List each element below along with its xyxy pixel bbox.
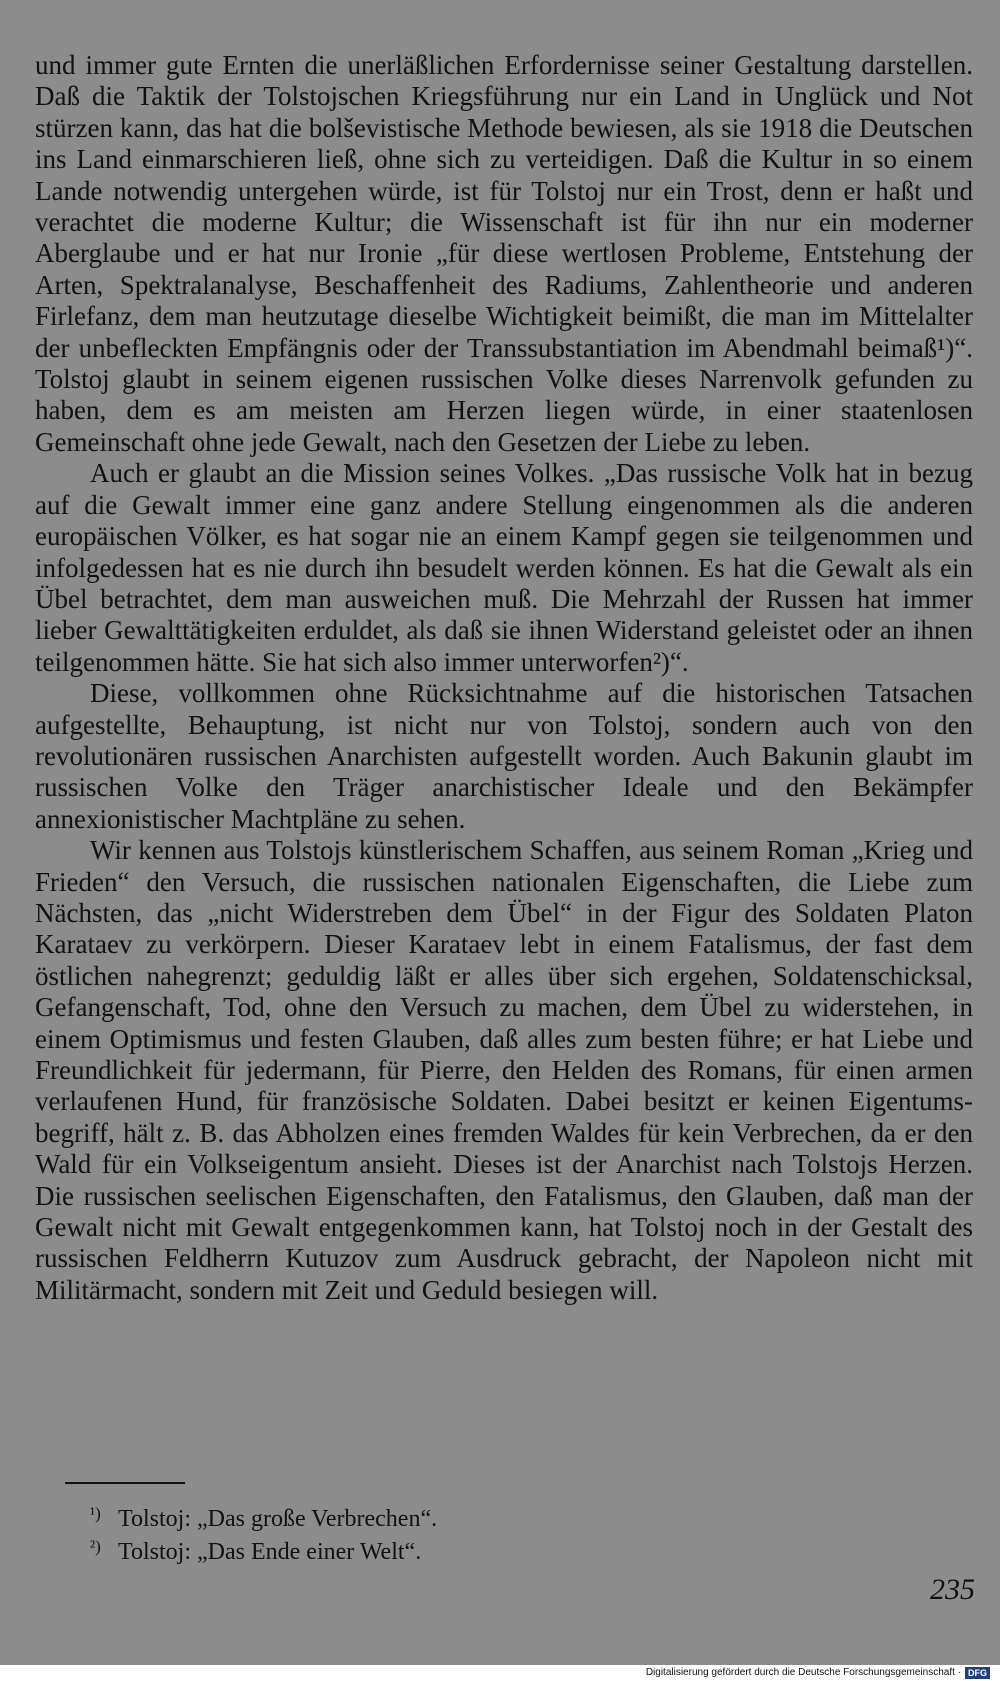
footnote-1 — [90, 1500, 790, 1533]
body-text — [35, 50, 973, 1306]
paragraph: und immer gute Ernten die unerläßlichen Erfordernisse seiner Gestaltung darstellen. Daß die Taktik der Tolstojschen Kriegsführung nur ein Land in Unglück und Not stürzen kann, das hat die bolševistische Methode bewiesen, als sie 1918 die Deutschen ins Land einmarschieren ließ, ohne sich zu verteidigen. Daß die Kultur in so einem Lande notwendig untergehen würde, ist für Tolstoj nur ein Trost, denn er haßt und verachtet die moderne Kultur; die Wissenschaft ist für ihn nur ein moderner Aberglaube und er hat nur Ironie „für diese wertlosen Probleme, Entstehung der Arten, Spektralanalyse, Beschaffenheit des Radiums, Zahlentheorie und anderen Firlefanz, dem man heutzutage dieselbe Wichtigkeit beimißt, die man im Mittelalter der unbefleckten Empfängnis oder der Transsubstantiation im Abendmahl beimaß¹)“. Tolstoj glaubt in seinem eigenen russischen Volke dieses Narrenvolk gefunden zu haben, dem es am meisten am Herzen liegen würde, in einer staatenlosen Gemeinschaft ohne jede Gewalt, nach den Gesetzen der Liebe zu leben. — [35, 50, 973, 457]
paragraph: Wir kennen aus Tolstojs künstlerischem Schaffen, aus seinem Roman „Krieg und Frieden“ den Versuch, die russischen nationalen Eigenschaften, die Liebe zum Nächsten, das „nicht Widerstreben dem Übel“ in der Figur des Soldaten Platon Karataev zu verkörpern. Dieser Karataev lebt in einem Fatalismus, der fast dem östlichen nahegrenzt; geduldig läßt er alles über sich ergehen, Soldatenschicksal, Gefangenschaft, Tod, ohne den Versuch zu machen, dem Übel zu widerstehen, in einem Optimismus und festen Glauben, daß alles zum besten führe; er hat Liebe und Freundlichkeit für jedermann, für Pierre, den Helden des Romans, für einen armen verlaufenen Hund, für französische Soldaten. Dabei besitzt er keinen Eigentumsbegriff, hält z. B. das Abholzen eines fremden Waldes für kein Verbrechen, da er den Wald für ein Volkseigentum ansieht. Dieses ist der Anarchist nach Tolstojs Herzen. Die russischen seelischen Eigenschaften, den Fatalismus, den Glauben, daß man der Gewalt nicht mit Gewalt entgegenkommen kann, hat Tolstoj noch in der Gestalt des russischen Feldherrn Kutuzov zum Ausdruck gebracht, der Napoleon nicht mit Militärmacht, sondern mit Zeit und Geduld besiegen will. — [35, 835, 973, 1305]
footnote-divider — [65, 1482, 185, 1484]
paragraph: Auch er glaubt an die Mission seines Volkes. „Das russische Volk hat in bezug auf die Gewalt immer eine ganz andere Stellung eingenommen als die anderen europäischen Völker, es hat sogar nie an einem Kampf gegen sie teilgenommen und infolgedessen hat es nie durch ihn besudelt werden können. Es hat die Gewalt als ein Übel betrachtet, dem man ausweichen muß. Die Mehrzahl der Russen hat immer lieber Gewalttätigkeiten erduldet, als daß sie ihnen Widerstand geleistet oder an ihnen teilgenommen hätte. Sie hat sich also immer unterworfen²)“. — [35, 458, 973, 677]
footnote-marker: ¹) — [90, 1504, 101, 1523]
footnote-text: Tolstoj: „Das große Verbrechen“. — [118, 1506, 438, 1532]
paragraph: Diese, vollkommen ohne Rücksichtnahme auf die historischen Tatsachen aufgestellte, Behauptung, ist nicht nur von Tolstoj, sondern auch von den revolutionären russischen Anarchisten aufgestellt worden. Auch Bakunin glaubt im russischen Volke den Träger anarchistischer Ideale und den Bekämpfer annexionistischer Machtpläne zu sehen. — [35, 678, 973, 834]
footnote-2 — [90, 1533, 790, 1566]
footnote-text: Tolstoj: „Das Ende einer Welt“. — [118, 1539, 422, 1565]
footnotes — [90, 1500, 790, 1566]
credit-text: Digitalisierung gefördert durch die Deutsche Forschungsgemeinschaft · — [645, 1667, 961, 1678]
dfg-logo: DFG — [965, 1667, 990, 1679]
digitization-credit — [646, 1666, 990, 1680]
footnote-marker: ²) — [90, 1537, 101, 1556]
page-number: 235 — [930, 1573, 975, 1606]
